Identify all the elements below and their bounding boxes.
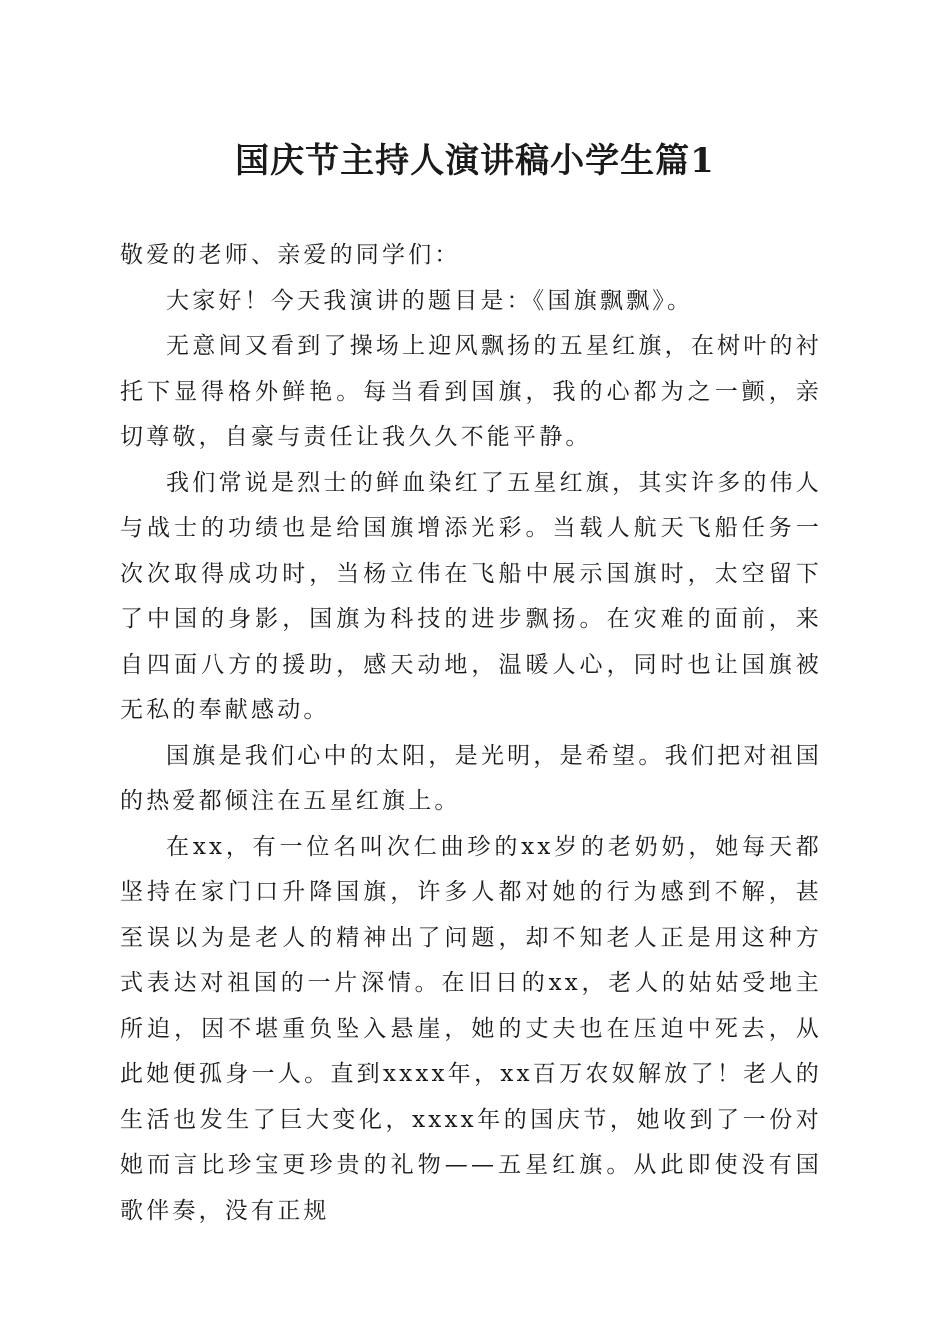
paragraph-greeting: 大家好！今天我演讲的题目是：《国旗飘飘》。 [166, 287, 694, 314]
document-body [120, 233, 822, 1234]
paragraph-martyrs: 我们常说是烈士的鲜血染红了五星红旗，其实许多的伟人与战士的功绩也是给国旗增添光彩。当载人航天飞船任务一次次取得成功时，当杨立伟在飞船中展示国旗时，太空留下了中国的身影，国旗为科技的进步飘扬。在灾难的面前，来自四面八方的援助，感天动地，温暖人心，同时也让国旗被无私的奉献感动。 [120, 469, 822, 723]
paragraph-sun: 国旗是我们心中的太阳，是光明，是希望。我们把对祖国的热爱都倾注在五星红旗上。 [120, 742, 822, 814]
paragraph-flag-view: 无意间又看到了操场上迎风飘扬的五星红旗，在树叶的衬托下显得格外鲜艳。每当看到国旗，我的心都为之一颤，亲切尊敬，自豪与责任让我久久不能平静。 [120, 333, 822, 450]
document-title: 国庆节主持人演讲稿小学生篇1 [235, 141, 715, 181]
salutation: 敬爱的老师、亲爱的同学们： [120, 242, 461, 268]
paragraph-grandmother: 在xx，有一位名叫次仁曲珍的xx岁的老奶奶，她每天都坚持在家门口升降国旗，许多人都对她的行为感到不解，甚至误以为是老人的精神出了问题，却不知老人正是用这种方式表达对祖国的一片深情。在旧日的xx，老人的姑姑受地主所迫，因不堪重负坠入悬崖，她的丈夫也在压迫中死去，从此她便孤身一人。直到xxxx年，xx百万农奴解放了！老人的生活也发生了巨大变化，xxxx年的国庆节，她收到了一份对她而言比珍宝更珍贵的礼物——五星红旗。从此即使没有国歌伴奏，没有正规 [120, 833, 822, 1224]
